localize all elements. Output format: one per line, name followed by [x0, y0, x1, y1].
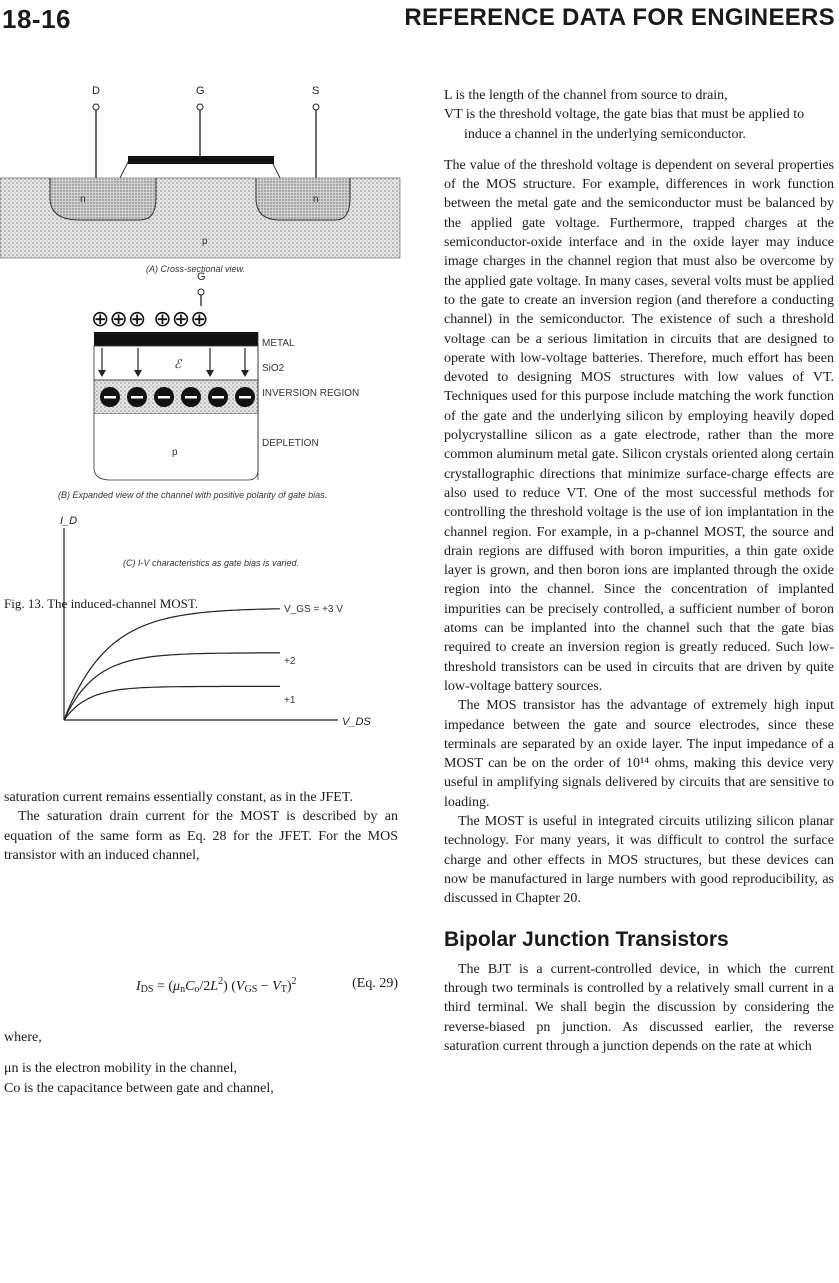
positive-charges: ⊕⊕⊕ ⊕⊕⊕	[91, 307, 209, 332]
iv-curve-1	[64, 609, 280, 720]
left-column	[4, 788, 398, 865]
curve-label-3v: V_GS = +3 V	[284, 604, 343, 615]
caption-panel-c: (C) I-V characteristics as gate bias is varied.	[123, 558, 300, 568]
right-paragraph-1: The value of the threshold voltage is dependent on several properties of the MOS structure. For example, differences in work function between the metal gate and the semiconductor must be balanced by the applied gate voltage. Furthermore, trapped charges at the semiconductor-oxide interface and in the oxide layer may induce image charges in the channel region that must also be overcome by the applied gate voltage. In many cases, several volts must be applied to the gate to create an inversion region (and therefore a conducting channel) in the semiconductor. The existence of such a threshold voltage can be a serious limitation in circuits that are designed to operate with low-voltage batteries. Therefore, much effort has been devoted to designing MOS structures with low values of VT. Techniques used for this purpose include matching the work function of the gate and the underlying silicon by employing heavily doped polycrystalline silicon as a gate electrode, rather than the more common aluminum metal gate. Silicon crystals oriented along certain crystallographic directions that minimize surface-charge effects are also used to reduce VT. One of the most successful methods for controlling the threshold voltage is the use of ion implantation in the channel region. For example, in a p-channel MOST, the source and drain regions are diffused with boron impurities, a thin gate oxide layer is grown, and then boron ions are implanted through the oxide region into the channel. Since the concentration of implanted impurities can be precisely controlled, a sufficient number of boron atoms can be implanted into the channel such that the gate bias required to create an inversion region is greatly reduced. Such low-threshold transistors can be used in circuits that are driven by quite low-voltage battery sources.	[444, 157, 834, 694]
definition-length: L is the length of the channel from source to drain,	[444, 88, 728, 103]
gate-label: G	[197, 271, 206, 283]
caption-panel-b: (B) Expanded view of the channel with positive polarity of gate bias.	[58, 490, 328, 500]
chart-y-label: I_D	[60, 515, 78, 527]
n-region-left: n	[80, 194, 86, 205]
field-symbol: ℰ	[174, 357, 182, 371]
p-substrate-label: p	[202, 236, 208, 247]
panel-b-expanded-view	[91, 271, 359, 480]
page-number: 18-16	[2, 4, 71, 34]
where-label: where,	[4, 1030, 42, 1045]
iv-curve-3	[64, 686, 280, 720]
n-region-right: n	[313, 194, 319, 205]
curve-label-1: +1	[284, 695, 296, 706]
panel-a-cross-section	[0, 85, 400, 258]
section-paragraph: The BJT is a current-controlled device, in which the current through two terminals is controlled by a relatively small current in a third terminal. We shall begin the discussion by considering the reverse-biased pn junction. As discussed earlier, the reverse saturation current through a junction depends on the rate at which	[444, 961, 834, 1054]
definition-capacitance: Co is the capacitance between gate and channel,	[4, 1080, 274, 1096]
running-header	[0, 4, 839, 34]
chart-x-label: V_DS	[342, 716, 371, 728]
layer-label-inversion: INVERSION REGION	[262, 388, 360, 399]
p-label-b: p	[172, 447, 178, 458]
terminal-label-d: D	[92, 85, 100, 97]
left-paragraph-1: saturation current remains essentially constant, as in the JFET.	[4, 790, 353, 805]
definition-threshold: VT is the threshold voltage, the gate bias that must be applied to induce a channel in the underlying semiconductor.	[444, 107, 805, 142]
left-definitions	[4, 1028, 398, 1098]
definition-mobility: μn is the electron mobility in the channel,	[4, 1061, 238, 1077]
equation-29	[4, 976, 398, 1000]
running-title: REFERENCE DATA FOR ENGINEERS	[404, 4, 835, 31]
layer-label-metal: METAL	[262, 338, 295, 349]
right-column	[444, 86, 834, 1056]
curve-label-2: +2	[284, 656, 296, 667]
equation-body: $I_{DS} = (\mu_nC_o/2L^2) (V_{GS} - V_T)^2$	[136, 976, 297, 995]
terminal-label-s: S	[312, 85, 320, 97]
panel-c-iv-chart	[60, 515, 371, 728]
layer-label-sio2: SiO2	[262, 363, 285, 374]
right-paragraph-3: The MOST is useful in integrated circuits utilizing silicon planar technology. For many years, it was difficult to control the surface charge and other effects in MOS structures, but these devices can now be manufactured in large numbers with good reproducibility, as discussed in Chapter 20.	[444, 813, 834, 907]
equation-tag: (Eq. 29)	[352, 976, 398, 991]
right-paragraph-2: The MOS transistor has the advantage of extremely high input impedance between the gate and source electrodes, since these terminals are separated by an oxide layer. The input impedance of a MOST can be on the order of 10¹⁴ ohms, making this device very useful in amplifying signals delivered by circuits that are sensitive to loading.	[444, 698, 834, 810]
layer-label-depletion: DEPLETION	[262, 438, 319, 449]
caption-panel-a: (A) Cross-sectional view.	[146, 264, 246, 274]
left-paragraph-2: The saturation drain current for the MOST is described by an equation of the same form as Eq. 28 for the JFET. For the MOS transistor with an induced channel,	[4, 809, 398, 863]
section-heading: Bipolar Junction Transistors	[444, 928, 729, 952]
figure-caption: Fig. 13. The induced-channel MOST.	[4, 596, 199, 611]
terminal-label-g: G	[196, 85, 205, 97]
